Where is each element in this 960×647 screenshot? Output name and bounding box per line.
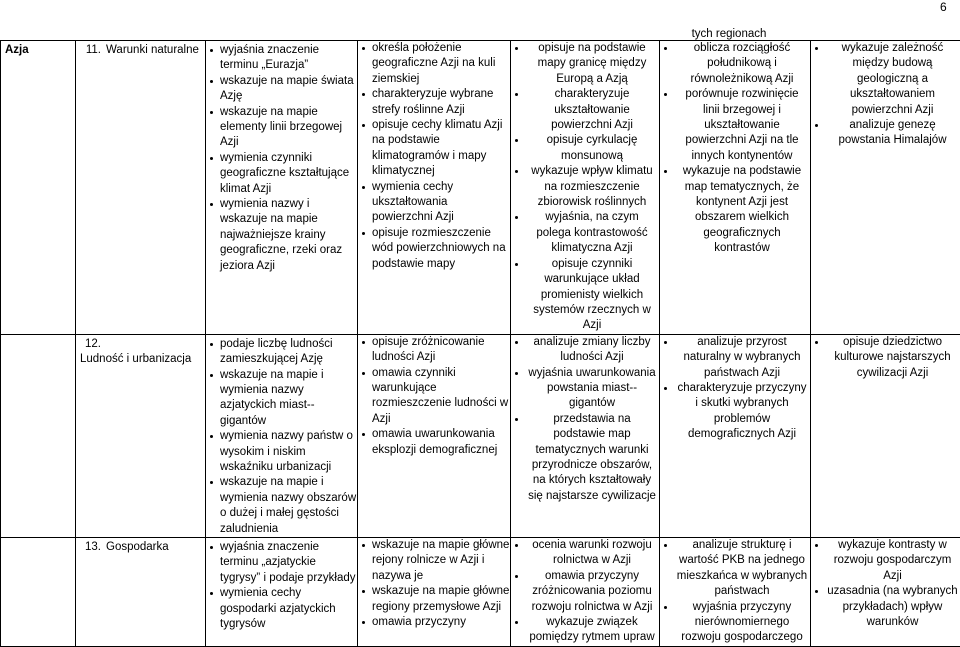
list-item: wymienia cechy ukształtowania powierzchni Azji: [358, 180, 510, 226]
list-item: wyjaśnia uwarunkowania powstania miast--gigantów: [511, 366, 659, 412]
list-item: wymienia nazwy państw o wysokim i niskim wskaźniku urbanizacji: [206, 429, 357, 475]
list-item: wyjaśnia znaczenie terminu „azjatyckie tygrysy” i podaje przykłady: [206, 540, 357, 586]
list-item: opisuje czynniki warunkujące układ promienisty wielkich systemów rzecznych w Azji: [511, 257, 659, 334]
list-item: wykazuje zależność między budową geologiczną a ukształtowaniem powierzchni Azji: [811, 41, 960, 118]
list-item: opisuje na podstawie mapy granicę między Europą a Azją: [511, 41, 659, 87]
topic-number: 13.: [80, 540, 101, 555]
table-row: [1, 41, 960, 335]
outcomes-cell: [206, 41, 358, 335]
topic-cell: [76, 334, 206, 537]
list-item: określa położenie geograficzne Azji na kuli ziemskiej: [358, 41, 510, 87]
outcomes-cell: [206, 538, 358, 647]
list-item: charakteryzuje ukształtowanie powierzchni Azji: [511, 87, 659, 133]
list-item: porównuje rozwinięcie linii brzegowej i ukształtowanie powierzchni Azji na tle innych kontynentów: [660, 87, 810, 164]
list-item: omawia czynniki warunkujące rozmieszczenie ludności w Azji: [358, 366, 510, 428]
list-item: wymienia czynniki geograficzne kształtujące klimat Azji: [206, 151, 357, 197]
outcomes-cell: [358, 538, 511, 647]
table-row: [1, 538, 960, 647]
list-item: opisuje cyrkulację monsunową: [511, 133, 659, 164]
outcomes-cell: [511, 334, 660, 537]
list-item: wskazuje na mapie główne regiony przemysłowe Azji: [358, 584, 510, 615]
list-item: charakteryzuje przyczyny i skutki wybranych problemów demograficznych Azji: [660, 381, 810, 443]
outcomes-cell: [811, 538, 960, 647]
outcomes-cell: [660, 334, 811, 537]
list-item: analizuje zmiany liczby ludności Azji: [511, 335, 659, 366]
topic-cell: [76, 538, 206, 647]
topic-title: Gospodarka: [106, 540, 169, 555]
list-item: analizuje genezę powstania Himalajów: [811, 118, 960, 149]
list-item: wskazuje na mapie i wymienia nazwy azjatyckich miast--gigantów: [206, 368, 357, 430]
table-row: [1, 334, 960, 537]
list-item: wykazuje na podstawie map tematycznych, że kontynent Azji jest obszarem wielkich geograficznych kontrastów: [660, 164, 810, 256]
list-item: wymienia nazwy i wskazuje na mapie najważniejsze krainy geograficzne, rzeki oraz jeziora Azji: [206, 197, 357, 274]
list-item: omawia przyczyny zróżnicowania poziomu rozwoju rolnictwa w Azji: [511, 569, 659, 615]
outcomes-cell: [511, 41, 660, 335]
list-item: wskazuje na mapie główne rejony rolnicze w Azji i nazywa je: [358, 538, 510, 584]
list-item: omawia przyczyny: [358, 615, 510, 630]
curriculum-table: [0, 40, 960, 647]
list-item: wykazuje kontrasty w rozwoju gospodarczym Azji: [811, 538, 960, 584]
topic-cell: [76, 41, 206, 335]
section-label-empty: [1, 334, 76, 537]
topic-number: 11.: [80, 43, 101, 58]
list-item: analizuje strukturę i wartość PKB na jednego mieszkańca w wybranych państwach: [660, 538, 810, 600]
topic-title: Ludność i urbanizacja: [80, 352, 191, 367]
list-item: opisuje cechy klimatu Azji na podstawie klimatogramów i mapy klimatycznej: [358, 118, 510, 180]
list-item: ocenia warunki rozwoju rolnictwa w Azji: [511, 538, 659, 569]
column-prefix-text: tych regionach: [659, 27, 799, 41]
list-item: oblicza rozciągłość południkową i równoleżnikową Azji: [660, 41, 810, 87]
list-item: opisuje zróżnicowanie ludności Azji: [358, 335, 510, 366]
page-number: 6: [940, 0, 947, 14]
list-item: opisuje dziedzictwo kulturowe najstarszych cywilizacji Azji: [811, 335, 960, 381]
list-item: uzasadnia (na wybranych przykładach) wpływ warunków: [811, 584, 960, 630]
outcomes-cell: [811, 334, 960, 537]
list-item: podaje liczbę ludności zamieszkującej Azję: [206, 337, 357, 368]
list-item: wskazuje na mapie i wymienia nazwy obszarów o dużej i małej gęstości zaludnienia: [206, 475, 357, 537]
outcomes-cell: [358, 41, 511, 335]
section-label-empty: [1, 538, 76, 647]
topic-number: 12.: [80, 337, 101, 352]
list-item: wyjaśnia, na czym polega kontrastowość klimatyczna Azji: [511, 210, 659, 256]
list-item: wykazuje wpływ klimatu na rozmieszczenie zbiorowisk roślinnych: [511, 164, 659, 210]
outcomes-cell: [358, 334, 511, 537]
list-item: wykazuje związek pomiędzy rytmem upraw: [511, 615, 659, 646]
list-item: charakteryzuje wybrane strefy roślinne Azji: [358, 87, 510, 118]
topic-title: Warunki naturalne: [106, 43, 199, 58]
outcomes-cell: [206, 334, 358, 537]
outcomes-cell: [660, 41, 811, 335]
outcomes-cell: [511, 538, 660, 647]
list-item: omawia uwarunkowania eksplozji demograficznej: [358, 427, 510, 458]
section-label: Azja: [1, 41, 76, 335]
list-item: wyjaśnia znaczenie terminu „Eurazja”: [206, 43, 357, 74]
list-item: wymienia cechy gospodarki azjatyckich tygrysów: [206, 586, 357, 632]
list-item: wyjaśnia przyczyny nierównomiernego rozwoju gospodarczego: [660, 600, 810, 646]
list-item: analizuje przyrost naturalny w wybranych państwach Azji: [660, 335, 810, 381]
list-item: wskazuje na mapie elementy linii brzegowej Azji: [206, 105, 357, 151]
list-item: przedstawia na podstawie map tematycznych warunki przyrodnicze obszarów, na których kształtowały się najstarsze cywilizacje: [511, 412, 659, 504]
list-item: opisuje rozmieszczenie wód powierzchniowych na podstawie mapy: [358, 226, 510, 272]
outcomes-cell: [811, 41, 960, 335]
outcomes-cell: [660, 538, 811, 647]
list-item: wskazuje na mapie świata Azję: [206, 74, 357, 105]
